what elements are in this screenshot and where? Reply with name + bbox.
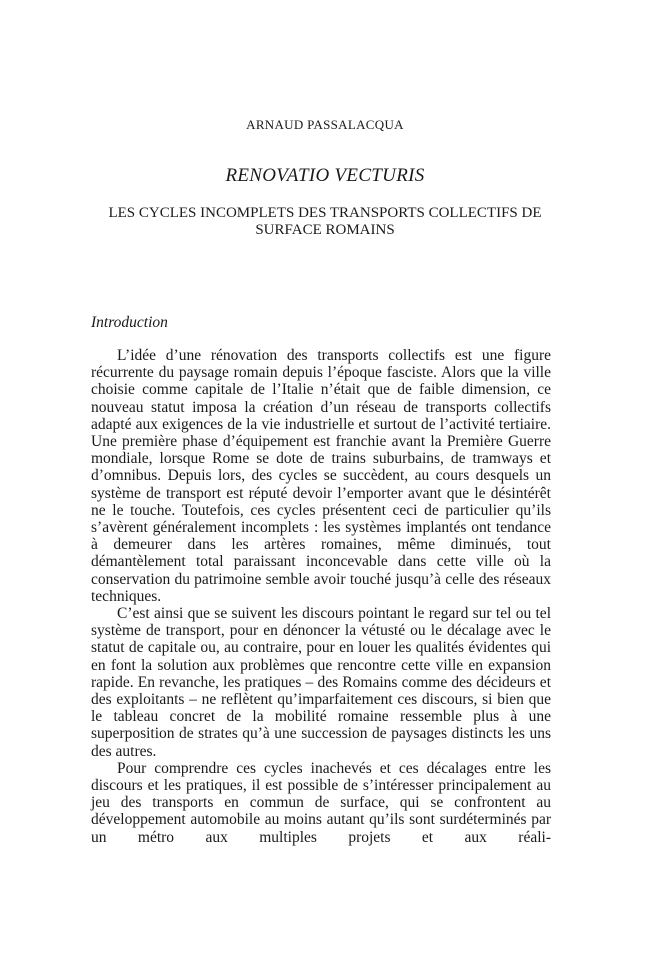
paragraph: Pour comprendre ces cycles inachevés et ces décalages entre les discours et les pratiques, il est possible de s’intéresser principalement au jeu des transports en commun de surface, qui se confrontent au développement automobile au moins autant qu’ils sont surdéterminés par un métro aux multiples projets et aux réali- — [91, 759, 551, 846]
article-title: RENOVATIO VECTURIS — [225, 165, 425, 186]
body-text — [91, 347, 551, 846]
author-name: ARNAUD PASSALACQUA — [246, 117, 404, 132]
paragraph: L’idée d’une rénovation des transports collectifs est une figure récurrente du paysage romain depuis l’époque fasciste. Alors que la ville choisie comme capitale de l’Italie n’était que de faible dimension, ce nouveau statut imposa la création d’un réseau de transports collectifs adapté aux exigences de la vie industrielle et surtout de l’activité tertiaire. Une première phase d’équipement est franchie avant la Première Guerre mondiale, lorsque Rome se dote de trains suburbains, de tramways et d’omnibus. Depuis lors, des cycles se succèdent, au cours desquels un système de transport est réputé devoir l’emporter avant que le désintérêt ne le touche. Toutefois, ces cycles présentent ceci de particulier qu’ils s’avèrent généralement incomplets : les systèmes implantés ont tendance à demeurer dans les artères romaines, même diminués, tout démantèlement total paraissant inconcevable dans cette ville où la conservation du patrimoine semble avoir touché jusqu’à celle des réseaux techniques. — [91, 347, 551, 605]
section-heading: Introduction — [91, 314, 168, 331]
article-subtitle: LES CYCLES INCOMPLETS DES TRANSPORTS COLLECTIFS DE SURFACE ROMAINS — [108, 205, 542, 238]
paragraph: C’est ainsi que se suivent les discours pointant le regard sur tel ou tel système de transport, pour en dénoncer la vétusté ou le décalage avec le statut de capitale ou, au contraire, pour en louer les qualités évidentes qui en font la solution aux problèmes que rencontre cette ville en expansion rapide. En revanche, les pratiques – des Romains comme des décideurs et des exploitants – ne reflètent qu’imparfaitement ces discours, si bien que le tableau concret de la mobilité romaine ressemble plus à une superposition de strates qu’à une succession de paysages distincts les uns des autres. — [91, 605, 551, 760]
